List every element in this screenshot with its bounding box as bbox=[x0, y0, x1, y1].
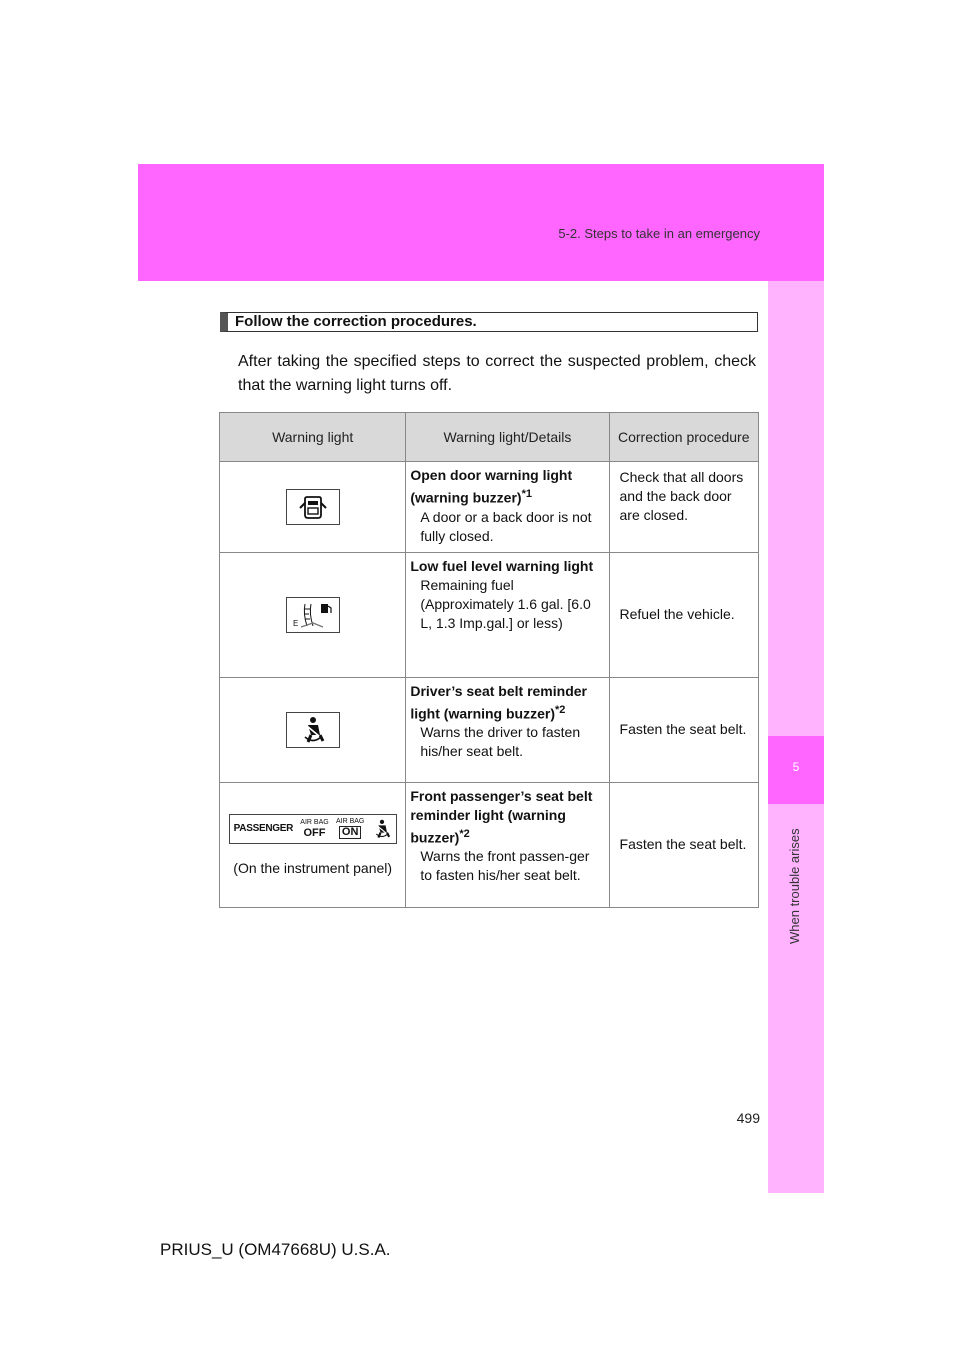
passenger-label: PASSENGER bbox=[233, 823, 294, 835]
warning-detail: A door or a back door is not fully closed. bbox=[420, 508, 592, 544]
table-header-row bbox=[220, 413, 759, 462]
instrument-panel-note: (On the instrument panel) bbox=[233, 859, 393, 876]
header-band bbox=[138, 164, 824, 281]
correction-cell: Check that all doors and the back door are closed. bbox=[609, 462, 758, 553]
warning-title: Front passenger’s seat belt reminder light (warning buzzer) bbox=[410, 787, 593, 846]
step-heading: Follow the correction procedures. bbox=[220, 312, 758, 332]
page-number: 499 bbox=[736, 1110, 760, 1126]
warning-light-table bbox=[219, 412, 759, 908]
chapter-number: 5 bbox=[792, 760, 800, 774]
column-header-details: Warning light/Details bbox=[406, 413, 609, 462]
correction-cell: Refuel the vehicle. bbox=[609, 552, 758, 677]
correction-cell: Fasten the seat belt. bbox=[609, 677, 758, 782]
warning-title: Low fuel level warning light bbox=[410, 557, 594, 574]
column-header-warning-light: Warning light bbox=[220, 413, 406, 462]
airbag-label: AIR BAG bbox=[335, 818, 365, 826]
warning-detail: Warns the driver to fasten his/her seat belt. bbox=[420, 724, 581, 760]
footer-model: PRIUS_U (OM47668U) U.S.A. bbox=[160, 1240, 391, 1259]
airbag-off-indicator bbox=[300, 819, 328, 839]
airbag-off-text: OFF bbox=[303, 826, 326, 839]
warning-light-cell bbox=[220, 552, 406, 677]
table-row bbox=[220, 552, 759, 677]
warning-title: Open door warning light (warning buzzer) bbox=[410, 467, 573, 506]
fuel-gauge-icon bbox=[286, 597, 340, 633]
airbag-label: AIR BAG bbox=[300, 818, 329, 826]
airbag-on-indicator bbox=[336, 818, 364, 839]
details-cell bbox=[406, 677, 609, 782]
table-row bbox=[220, 677, 759, 782]
warning-title: Driver’s seat belt reminder light (warning buzzer) bbox=[410, 682, 587, 722]
details-cell bbox=[406, 462, 609, 553]
chapter-tab[interactable] bbox=[768, 736, 824, 804]
footnote-mark: *1 bbox=[521, 488, 532, 500]
table-row bbox=[220, 462, 759, 553]
correction-cell: Fasten the seat belt. bbox=[609, 782, 758, 907]
intro-text: After taking the specified steps to correct the suspected problem, check that the warning light turns off. bbox=[238, 353, 756, 394]
section-title: 5-2. Steps to take in an emergency bbox=[558, 226, 760, 241]
warning-light-cell bbox=[220, 677, 406, 782]
airbag-on-text: ON bbox=[339, 826, 362, 839]
warning-detail: Remaining fuel (Approximately 1.6 gal. [6.0 L, 1.3 Imp.gal.] or less) bbox=[420, 576, 591, 631]
warning-light-cell bbox=[220, 782, 406, 907]
passenger-seat-belt-icon bbox=[372, 818, 392, 840]
seat-belt-icon bbox=[286, 712, 340, 748]
warning-detail: Warns the front passen-ger to fasten his/her seat belt. bbox=[420, 848, 590, 884]
svg-text:E: E bbox=[292, 618, 299, 628]
passenger-airbag-panel-icon bbox=[229, 814, 397, 844]
footnote-mark: *2 bbox=[555, 703, 566, 716]
table-row bbox=[220, 782, 759, 907]
warning-light-cell bbox=[220, 462, 406, 553]
footnote-mark: *2 bbox=[459, 827, 470, 840]
open-door-icon bbox=[286, 489, 340, 525]
details-cell bbox=[406, 552, 609, 677]
column-header-correction: Correction procedure bbox=[609, 413, 758, 462]
chapter-title: When trouble arises bbox=[787, 828, 802, 944]
details-cell bbox=[406, 782, 609, 907]
